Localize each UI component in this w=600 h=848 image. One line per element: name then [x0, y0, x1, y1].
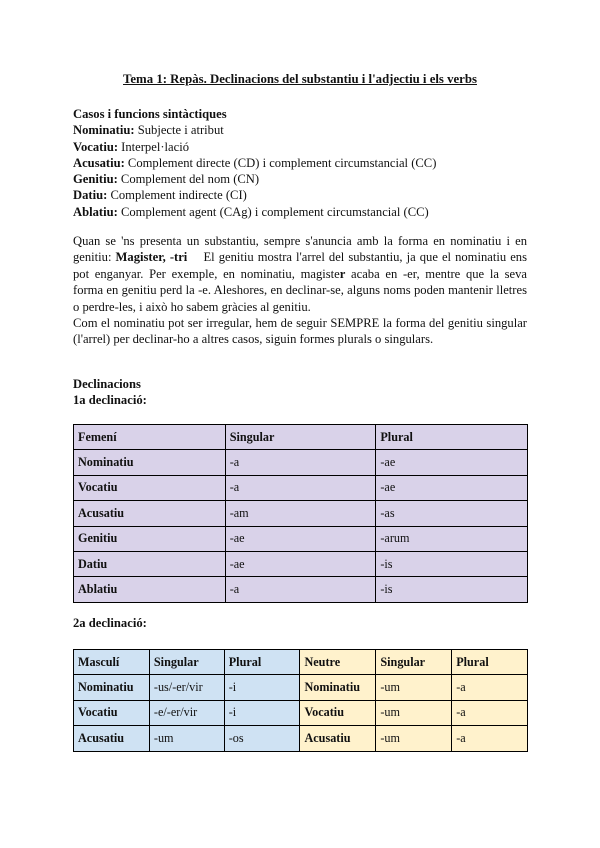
magister-ending: r — [339, 266, 346, 281]
declensions-heading — [73, 376, 147, 408]
table-cell: -is — [376, 551, 528, 576]
magister-word: magiste — [300, 266, 340, 281]
table-cell: Vocatiu — [300, 700, 376, 725]
table-cell: Acusatiu — [74, 501, 226, 526]
case-line — [73, 139, 436, 155]
page-title: Tema 1: Repàs. Declinacions del substantiu i l'adjectiu i els verbs — [123, 72, 477, 86]
table-cell: -arum — [376, 526, 528, 551]
table-header-row — [74, 650, 528, 675]
table-header: Neutre — [300, 650, 376, 675]
case-line — [73, 187, 436, 203]
case-line — [73, 122, 436, 138]
table-row — [74, 450, 528, 475]
table-row — [74, 475, 528, 500]
table-cell: -i — [224, 700, 300, 725]
explanation-sentence: El genitiu mostra l'arrel del substantiu, ja que el nominatiu ens pot enganyar. Per exemple, en nominatiu, — [73, 250, 531, 281]
table-cell: -a — [225, 577, 376, 602]
table-cell: -us/-er/vir — [149, 675, 224, 700]
table-cell: -um — [376, 700, 452, 725]
table-cell: Nominatiu — [74, 450, 226, 475]
table-header: Plural — [452, 650, 528, 675]
table-header: Masculí — [74, 650, 150, 675]
table-row — [74, 526, 528, 551]
case-name: Ablatiu: — [73, 204, 118, 219]
table-header: Femení — [74, 425, 226, 450]
table-cell: Nominatiu — [300, 675, 376, 700]
table-cell: -is — [376, 577, 528, 602]
table-cell: Ablatiu — [74, 577, 226, 602]
case-desc: Subjecte i atribut — [134, 123, 224, 138]
table-row — [74, 551, 528, 576]
table-cell: -a — [452, 700, 528, 725]
table-row — [74, 675, 528, 700]
case-name: Vocatiu: — [73, 139, 119, 154]
table-cell: -um — [376, 726, 452, 751]
example-word: Magister, -tri — [115, 250, 188, 265]
case-name: Nominatiu: — [73, 123, 135, 138]
rule-text: Com el nominatiu pot ser irregular, hem de seguir SEMPRE la forma del genitiu singular (l'arrel) per declinar-ho a altres casos, siguin formes plurals o singulars. — [73, 316, 527, 347]
table-cell: -um — [376, 675, 452, 700]
table-cell: -ae — [225, 526, 376, 551]
table-row — [74, 577, 528, 602]
table-row — [74, 700, 528, 725]
case-name: Genitiu: — [73, 172, 118, 187]
cases-section — [73, 106, 436, 220]
case-line — [73, 204, 436, 220]
table-cell: -a — [452, 726, 528, 751]
table-cell: -a — [225, 475, 376, 500]
case-line — [73, 171, 436, 187]
first-declension-table — [73, 424, 528, 603]
table-cell: Acusatiu — [74, 726, 150, 751]
table-cell: Genitiu — [74, 526, 226, 551]
table-header: Singular — [225, 425, 376, 450]
table-cell: -ae — [376, 450, 528, 475]
table-cell: Vocatiu — [74, 475, 226, 500]
table-cell: -as — [376, 501, 528, 526]
case-desc: Complement del nom (CN) — [117, 172, 260, 187]
table-cell: -os — [224, 726, 300, 751]
table-header: Singular — [149, 650, 224, 675]
table-cell: -um — [149, 726, 224, 751]
table-cell: Nominatiu — [74, 675, 150, 700]
cases-heading: Casos i funcions sintàctiques — [73, 107, 227, 121]
second-declension-table — [73, 649, 528, 752]
table-cell: -ae — [376, 475, 528, 500]
table-header: Plural — [224, 650, 300, 675]
table-header: Singular — [376, 650, 452, 675]
case-desc: Interpel·lació — [118, 139, 189, 154]
table-cell: Vocatiu — [74, 700, 150, 725]
table-header-row — [74, 425, 528, 450]
first-declension-heading: 1a declinació: — [73, 393, 147, 407]
declensions-title: Declinacions — [73, 377, 141, 391]
case-line — [73, 155, 436, 171]
table-cell: Datiu — [74, 551, 226, 576]
table-cell: -i — [224, 675, 300, 700]
explanation-sentence: acaba en -er, mentre que la seva forma en genitiu perd la -e. Aleshores, en declinar-se, alguns noms poden mantenir lletres o perdre-les, i això ho sabem gràcies al genitiu. — [73, 266, 527, 314]
table-row — [74, 501, 528, 526]
case-desc: Complement indirecte (CI) — [107, 188, 247, 203]
case-desc: Complement directe (CD) i complement circumstancial (CC) — [124, 155, 437, 170]
table-header: Plural — [376, 425, 528, 450]
table-cell: -ae — [225, 551, 376, 576]
case-name: Acusatiu: — [73, 155, 125, 170]
table-cell: -am — [225, 501, 376, 526]
explanation-paragraph — [73, 233, 531, 348]
table-cell: Acusatiu — [300, 726, 376, 751]
table-cell: -e/-er/vir — [149, 700, 224, 725]
table-cell: -a — [452, 675, 528, 700]
table-cell: -a — [225, 450, 376, 475]
case-name: Datiu: — [73, 188, 108, 203]
explanation-text — [73, 233, 531, 315]
second-declension-heading: 2a declinació: — [73, 616, 147, 630]
case-desc: Complement agent (CAg) i complement circumstancial (CC) — [117, 204, 429, 219]
table-row — [74, 726, 528, 751]
intro-sentence: Quan se 'ns presenta un substantiu, sempre s'anuncia amb la forma en nominatiu i en genitiu: — [73, 234, 527, 265]
